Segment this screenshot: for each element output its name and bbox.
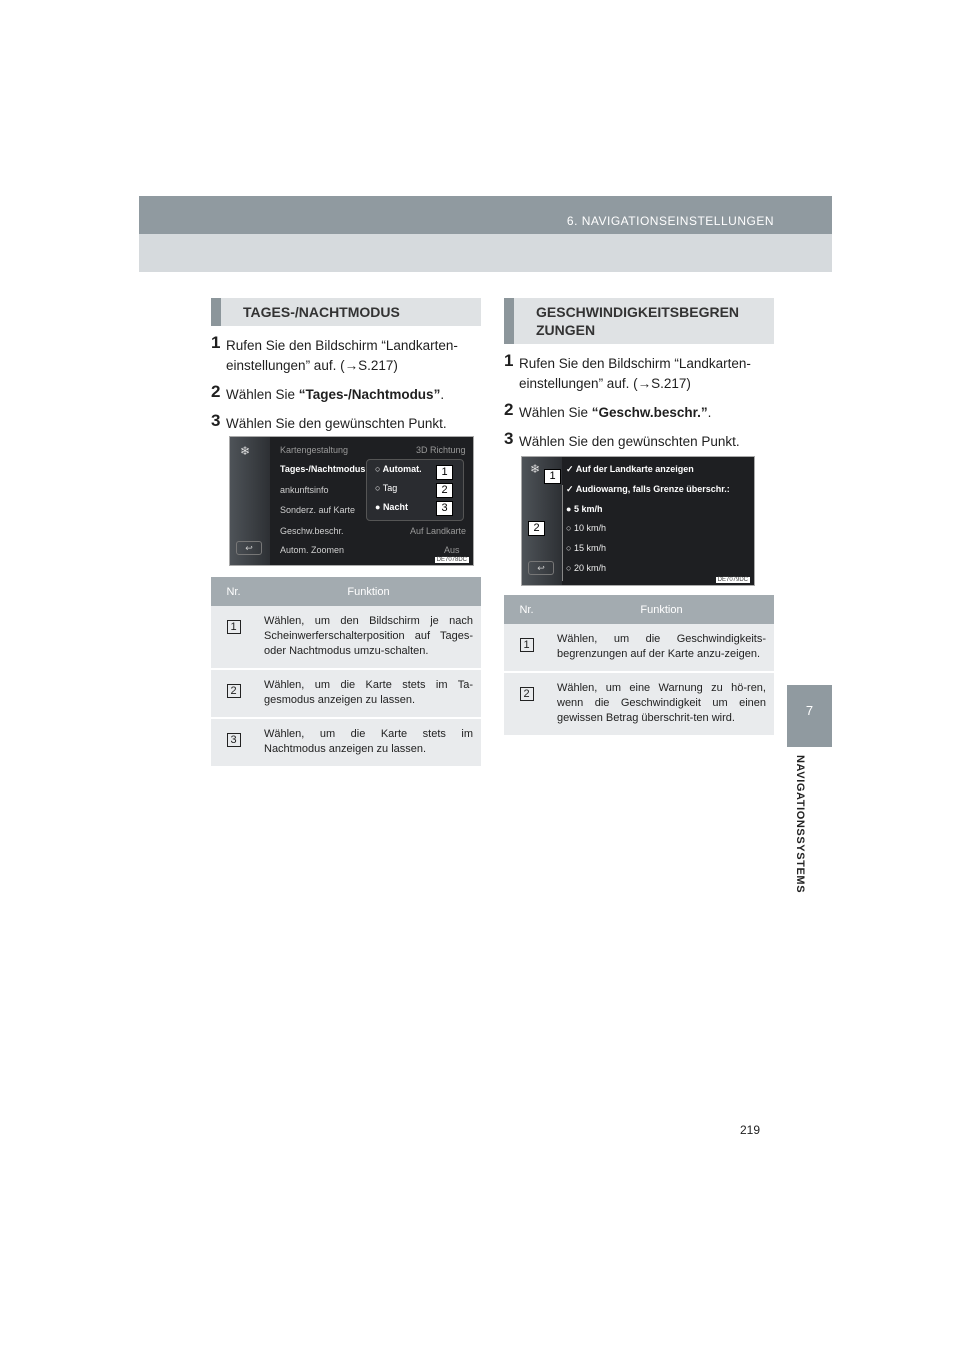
menu-item: Tages-/Nachtmodus: [280, 464, 366, 474]
chapter-label: NAVIGATIONSSYSTEMS: [794, 755, 806, 894]
row-number: 2: [520, 687, 534, 701]
row-text: Wählen, um eine Warnung zu hö-ren, wenn die Geschwindigkeit um einen gewissen Betrag überschrit-ten wird.: [549, 672, 774, 736]
section-heading-text: TAGES-/NACHTMODUS: [243, 304, 400, 320]
row-text: Wählen, um die Karte stets im Nachtmodus anzeigen zu lassen.: [256, 718, 481, 767]
callout-1: 1: [436, 465, 453, 480]
step-3: [504, 429, 774, 452]
screenshot-speed-limits: ❄ ↩ ✓ Auf der Landkarte anzeigen ✓ Audiowarng, falls Grenze überschr.: ● 5 km/h ○ 10 km/h ○ 15 km/h ○ 20 km/h 1 2 DE7079DC: [521, 456, 755, 586]
section-heading-text: GESCHWINDIGKEITSBEGREN ZUNGEN: [536, 304, 740, 338]
step-number: 2: [504, 400, 514, 419]
table-header-funktion: Funktion: [549, 595, 774, 624]
value-text: Auf Landkarte: [410, 526, 467, 536]
row-number: 1: [520, 638, 534, 652]
step-text-end: .: [707, 405, 712, 420]
menu-item: ankunftsinfo: [280, 485, 329, 495]
settings-icon: ❄: [240, 444, 251, 458]
step-number: 1: [504, 351, 514, 370]
section-heading-bar: [504, 298, 514, 344]
callout-2: 2: [436, 483, 453, 498]
step-menu-item: “Geschw.beschr.”: [591, 405, 708, 420]
menu-item: Geschw.beschr.: [280, 526, 344, 536]
table-header-nr: Nr.: [504, 595, 549, 624]
image-code: DE7079DC: [717, 577, 748, 583]
step-2: [504, 400, 774, 423]
row-number: 3: [227, 733, 241, 747]
menu-item: Sonderz. auf Karte: [280, 505, 356, 515]
step-number: 2: [211, 382, 221, 401]
item-5kmh: 5 km/h: [573, 504, 603, 514]
image-code: DE7078DC: [436, 557, 467, 563]
function-table: [504, 595, 774, 737]
step-text-end: .: [440, 387, 445, 402]
screenshot-day-night: ❄ ↩ Kartengestaltung 3D Richtung Tages-/Nachtmodus ankunftsinfo Sonderz. auf Karte Geschw.beschr. Autom. Zoomen ○ Automat. ○ Tag ● Nacht Auf Landkarte Aus 1 2 3 DE7078DC: [229, 436, 474, 566]
header-top-band: [139, 196, 832, 234]
row-number: 2: [227, 684, 241, 698]
back-icon: ↩: [528, 561, 554, 575]
table-header-funktion: Funktion: [256, 577, 481, 606]
step-text: Wählen Sie den gewünschten Punkt.: [519, 434, 740, 449]
function-table: [211, 577, 481, 768]
table-row: [211, 718, 481, 767]
settings-icon: ❄: [530, 462, 541, 476]
row-text: Wählen, um die Karte stets im Ta-gesmodus anzeigen zu lassen.: [256, 669, 481, 718]
step-text: Wählen Sie: [519, 405, 592, 420]
step-number: 3: [504, 429, 514, 448]
row-number: 1: [227, 620, 241, 634]
item-show-on-map: Auf der Landkarte anzeigen: [575, 464, 694, 474]
step-text: Wählen Sie den gewünschten Punkt.: [226, 416, 447, 431]
table-row: [504, 672, 774, 736]
callout-3: 3: [436, 501, 453, 516]
section-title: 6. NAVIGATIONSEINSTELLUNGEN: [566, 214, 774, 228]
item-20kmh: 20 km/h: [573, 563, 606, 573]
step-2: [211, 382, 481, 405]
table-row: [504, 624, 774, 672]
back-icon: ↩: [236, 541, 262, 555]
page-number: 219: [740, 1123, 761, 1137]
screen-title-right: 3D Richtung: [416, 445, 466, 455]
screen-title: Kartengestaltung: [280, 445, 349, 455]
table-header-nr: Nr.: [211, 577, 256, 606]
step-3: [211, 411, 481, 434]
row-text: Wählen, um den Bildschirm je nach Scheinwerferschalterposition auf Tages- oder Nachtmodus umzu-schalten.: [256, 606, 481, 669]
section-heading: [211, 298, 481, 326]
section-heading: [504, 298, 774, 344]
chapter-tab: [787, 685, 832, 747]
row-text: Wählen, um die Geschwindigkeits-begrenzungen auf der Karte anzu-zeigen.: [549, 624, 774, 672]
option-automat: Automat.: [382, 464, 422, 474]
step-1: [504, 351, 774, 394]
header-bottom-band: [139, 234, 832, 272]
option-tag: Tag: [382, 483, 398, 493]
step-number: 3: [211, 411, 221, 430]
value-text: Aus: [444, 545, 460, 555]
table-row: [211, 669, 481, 718]
item-audio-warning: Audiowarng, falls Grenze überschr.:: [575, 484, 730, 494]
item-15kmh: 15 km/h: [573, 543, 606, 553]
table-row: [211, 606, 481, 669]
menu-item: Autom. Zoomen: [280, 545, 345, 555]
page-header: [139, 196, 832, 272]
item-10kmh: 10 km/h: [573, 523, 606, 533]
callout-1: 1: [544, 469, 561, 484]
option-nacht: Nacht: [382, 502, 408, 512]
step-number: 1: [211, 333, 221, 352]
left-column: [211, 298, 481, 755]
step-text: Rufen Sie den Bildschirm “Landkarten-einstellungen” auf. (→S.217): [519, 356, 751, 391]
chapter-number: 7: [805, 703, 814, 718]
step-menu-item: “Tages-/Nachtmodus”: [298, 387, 441, 402]
step-text: Rufen Sie den Bildschirm “Landkarten-einstellungen” auf. (→S.217): [226, 338, 458, 373]
callout-2: 2: [528, 521, 545, 536]
step-text: Wählen Sie: [226, 387, 299, 402]
section-heading-bar: [211, 298, 221, 326]
right-column: [504, 298, 774, 724]
step-1: [211, 333, 481, 376]
